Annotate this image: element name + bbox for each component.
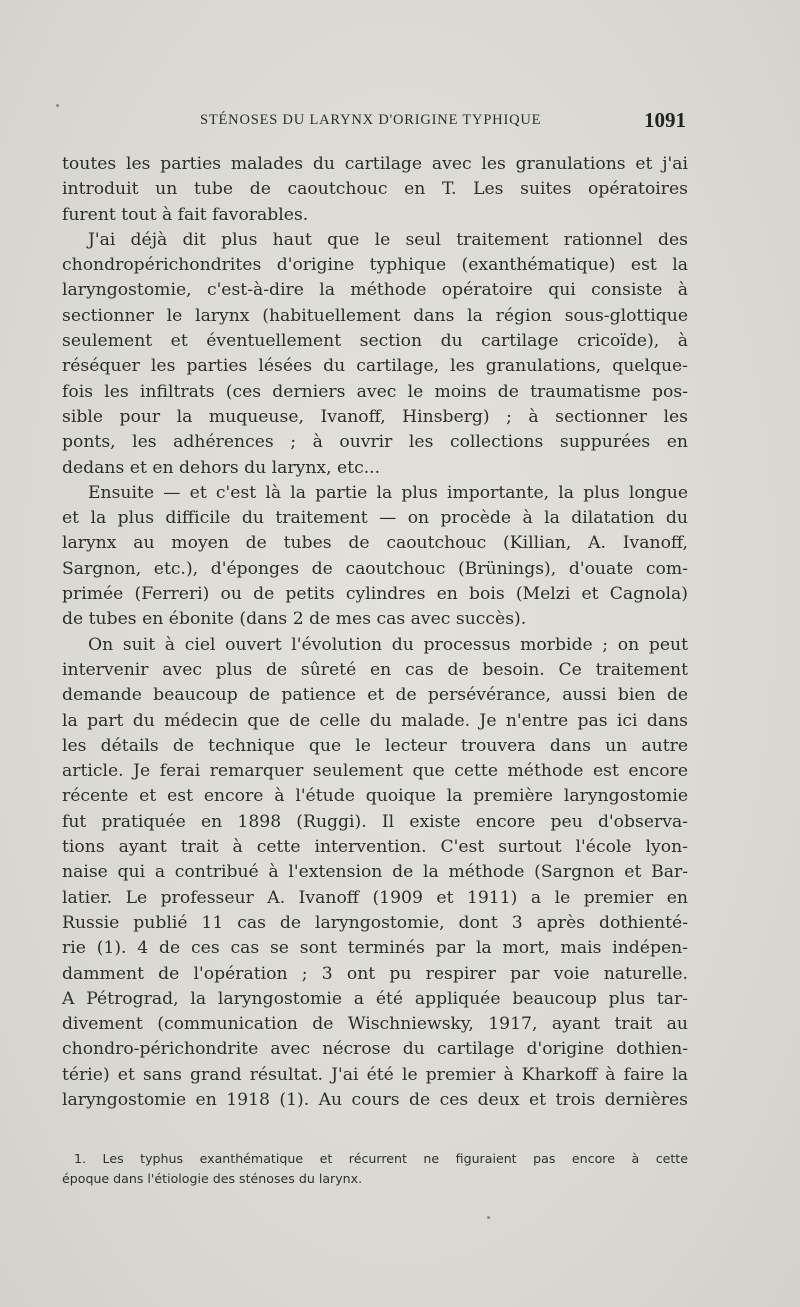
text-line: la part du médecin que de celle du malade. Je n'entre pas ici dans	[62, 710, 688, 731]
text-line: Russie publié 11 cas de laryngostomie, dont 3 après dothienté-	[62, 912, 688, 933]
page-header	[60, 108, 686, 134]
text-line: laryngostomie en 1918 (1). Au cours de ces deux et trois dernières	[62, 1089, 688, 1110]
text-line: réséquer les parties lésées du cartilage, les granulations, quelque-	[62, 356, 688, 377]
text-line: fut pratiquée en 1898 (Ruggi). Il existe encore peu d'observa-	[62, 811, 688, 832]
text-line: dedans et en dehors du larynx, etc...	[62, 457, 381, 478]
running-title: STÉNOSES DU LARYNX D'ORIGINE TYPHIQUE	[200, 112, 542, 128]
text-line: toutes les parties malades du cartilage avec les granulations et j'ai	[62, 154, 688, 174]
text-line: seulement et éventuellement section du cartilage cricoïde), à	[62, 331, 688, 352]
footnote-line: 1. Les typhus exanthématique et récurrent ne figuraient pas encore à cette	[74, 1151, 688, 1166]
body-text	[62, 152, 688, 1113]
text-line: ponts, les adhérences ; à ouvrir les collections suppurées en	[62, 432, 688, 453]
text-line: rie (1). 4 de ces cas se sont terminés par la mort, mais indépen-	[62, 938, 688, 959]
paragraph	[62, 228, 688, 481]
text-line: intervenir avec plus de sûreté en cas de besoin. Ce traitement	[62, 659, 688, 680]
footnote	[62, 1149, 688, 1189]
text-line: article. Je ferai remarquer seulement que cette méthode est encore	[62, 761, 688, 782]
text-line: fois les infiltrats (ces derniers avec le moins de traumatisme pos-	[62, 381, 688, 402]
paper-speck	[56, 104, 59, 107]
text-line: térie) et sans grand résultat. J'ai été le premier à Kharkoff à faire la	[62, 1064, 688, 1085]
text-line: demande beaucoup de patience et de persévérance, aussi bien de	[62, 685, 688, 706]
text-line: de tubes en ébonite (dans 2 de mes cas avec succès).	[62, 609, 527, 630]
paper-speck	[487, 1216, 490, 1219]
text-line: divement (communication de Wischniewsky, 1917, ayant trait au	[62, 1014, 688, 1035]
text-line: chondro-périchondrite avec nécrose du cartilage d'origine dothien-	[62, 1039, 688, 1060]
text-line: introduit un tube de caoutchouc en T. Les suites opératoires	[62, 179, 688, 200]
text-line: damment de l'opération ; 3 ont pu respirer par voie naturelle.	[62, 963, 688, 984]
text-line: Sargnon, etc.), d'éponges de caoutchouc (Brünings), d'ouate com-	[62, 558, 688, 579]
paragraph	[62, 152, 688, 228]
text-line: On suit à ciel ouvert l'évolution du processus morbide ; on peut	[88, 634, 688, 655]
text-line: A Pétrograd, la laryngostomie a été appliquée beaucoup plus tar-	[62, 988, 688, 1009]
text-line: sectionner le larynx (habituellement dans la région sous-glottique	[62, 305, 688, 326]
text-line: J'ai déjà dit plus haut que le seul traitement rationnel des	[88, 229, 688, 250]
text-line: les détails de technique que le lecteur trouvera dans un autre	[62, 735, 688, 756]
text-line: naise qui a contribué à l'extension de la méthode (Sargnon et Bar-	[62, 862, 688, 883]
text-line: récente et est encore à l'étude quoique la première laryngostomie	[62, 786, 688, 807]
text-line: larynx au moyen de tubes de caoutchouc (Killian, A. Ivanoff,	[62, 533, 688, 554]
paragraph	[62, 481, 688, 633]
paragraph	[62, 633, 688, 1114]
text-line: Ensuite — et c'est là la partie la plus importante, la plus longue	[88, 482, 688, 503]
text-line: tions ayant trait à cette intervention. C'est surtout l'école lyon-	[62, 837, 688, 858]
text-line: furent tout à fait favorables.	[62, 204, 309, 225]
page-number: 1091	[644, 108, 686, 132]
text-line: primée (Ferreri) ou de petits cylindres en bois (Melzi et Cagnola)	[62, 584, 688, 605]
text-line: et la plus difficile du traitement — on procède à la dilatation du	[62, 508, 688, 529]
text-line: laryngostomie, c'est-à-dire la méthode opératoire qui consiste à	[62, 280, 688, 301]
text-line: sible pour la muqueuse, Ivanoff, Hinsberg) ; à sectionner les	[62, 406, 688, 427]
footnote-line: époque dans l'étiologie des sténoses du larynx.	[62, 1171, 363, 1186]
text-line: latier. Le professeur A. Ivanoff (1909 et 1911) a le premier en	[62, 887, 688, 908]
text-line: chondropérichondrites d'origine typhique (exanthématique) est la	[62, 255, 688, 276]
